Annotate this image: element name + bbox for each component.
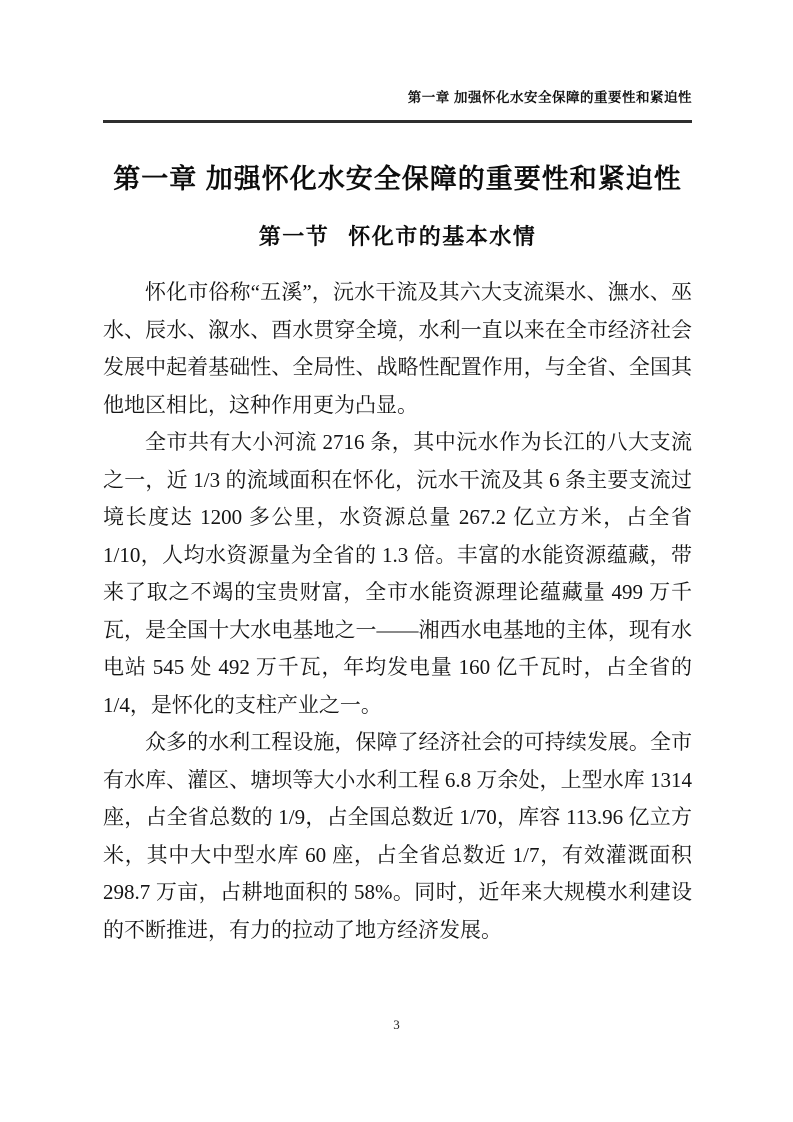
section-title [103, 221, 692, 253]
section-label: 第一节 [258, 224, 330, 249]
document-body [103, 274, 692, 949]
running-header: 第一章 加强怀化水安全保障的重要性和紧迫性 [407, 90, 692, 105]
header-rule [103, 120, 692, 123]
page-number: 3 [393, 1017, 400, 1032]
body-paragraph: 全市共有大小河流 2716 条，其中沅水作为长江的八大支流之一，近 1/3 的流域面积在怀化，沅水干流及其 6 条主要支流过境长度达 1200 多公里，水资源总量 267.2 亿立方米，占全省 1/10，人均水资源量为全省的 1.3 倍。丰富的水能资源蕴藏，带来了取之不竭的宝贵财富，全市水能资源理论蕴藏量 499 万千瓦，是全国十大水电基地之一——湘西水电基地的主体，现有水电站 545 处 492 万千瓦，年均发电量 160 亿千瓦时，占全省的 1/4，是怀化的支柱产业之一。 [103, 430, 692, 717]
chapter-title: 第一章 加强怀化水安全保障的重要性和紧迫性 [113, 164, 682, 194]
body-paragraph: 众多的水利工程设施，保障了经济社会的可持续发展。全市有水库、灌区、塘坝等大小水利工程 6.8 万余处，上型水库 1314 座，占全省总数的 1/9，占全国总数近 1/70，库容 113.96 亿立方米，其中大中型水库 60 座，占全省总数近 1/7，有效灌溉面积 298.7 万亩，占耕地面积的 58%。同时，近年来大规模水利建设的不断推进，有力的拉动了地方经济发展。 [103, 730, 692, 942]
section-name: 怀化市的基本水情 [348, 224, 537, 249]
body-paragraph: 怀化市俗称“五溪”，沅水干流及其六大支流渠水、潕水、巫水、辰水、溆水、酉水贯穿全境，水利一直以来在全市经济社会发展中起着基础性、全局性、战略性配置作用，与全省、全国其他地区相比，这种作用更为凸显。 [103, 280, 692, 417]
